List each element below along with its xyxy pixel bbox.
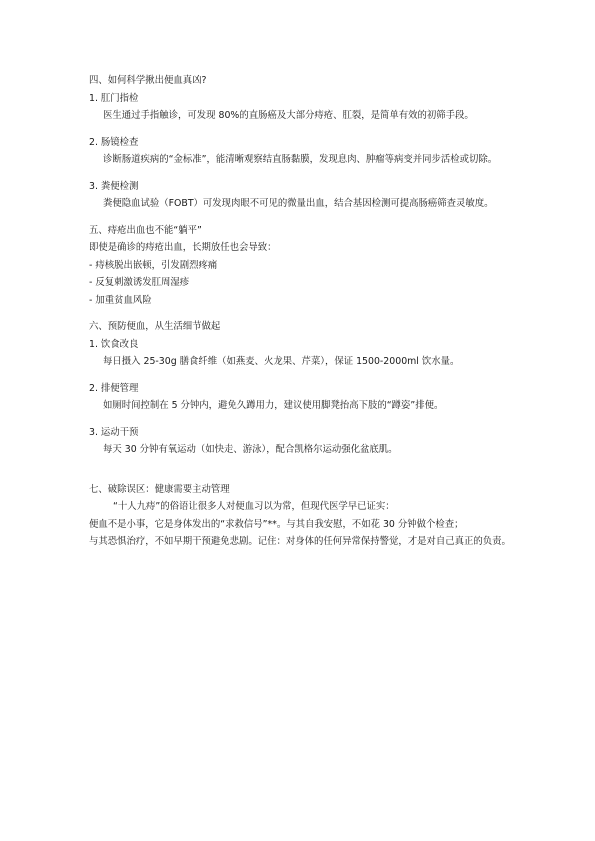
s4-item-3-heading: 3. 粪便检测 — [89, 180, 139, 192]
s4-item-2-body: 诊断肠道疾病的“金标准”，能清晰观察结直肠黏膜，发现息肉、肿瘤等病变并同步活检或切除。 — [103, 154, 498, 165]
s4-item-3-body: 粪便隐血试验（FOBT）可发现肉眼不可见的微量出血，结合基因检测可提高肠癌筛查灵敏度。 — [103, 198, 494, 209]
s7-paragraph-3: 与其恐惧治疗，不如早期干预避免悲剧。记住：对身体的任何异常保持警觉，才是对自己真正的负责。 — [89, 536, 511, 547]
section-4-title: 四、如何科学揪出便血真凶? — [89, 75, 207, 86]
s7-paragraph-1: “十人九痔”的俗语让很多人对便血习以为常，但现代医学早已证实： — [113, 501, 395, 512]
s7-paragraph-2: 便血不是小事，它是身体发出的“求救信号”**。与其自我安慰，不如花 30 分钟做个检查； — [89, 518, 464, 530]
s6-item-1-heading: 1. 饮食改良 — [89, 338, 139, 350]
section-6-title: 六、预防便血，从生活细节做起 — [89, 321, 221, 332]
s6-item-2-heading: 2. 排便管理 — [89, 382, 139, 394]
s4-item-1-heading: 1. 肛门指检 — [89, 92, 139, 104]
s5-bullet-3: - 加重贫血风险 — [89, 294, 152, 306]
section-7-title: 七、破除误区：健康需要主动管理 — [89, 483, 230, 495]
section-5-title: 五、痔疮出血也不能“躺平” — [89, 224, 202, 236]
s4-item-1-body: 医生通过手指触诊，可发现 80%的直肠癌及大部分痔疮、肛裂，是简单有效的初筛手段。 — [103, 110, 474, 121]
s6-item-1-body: 每日摄入 25-30g 膳食纤维（如燕麦、火龙果、芹菜），保证 1500-2000ml 饮水量。 — [103, 356, 460, 367]
s6-item-3-body: 每天 30 分钟有氧运动（如快走、游泳），配合凯格尔运动强化盆底肌。 — [103, 444, 398, 455]
s5-bullet-1: - 痔核脱出嵌顿，引发剧烈疼痛 — [89, 259, 218, 271]
s6-item-2-body: 如厕时间控制在 5 分钟内，避免久蹲用力，建议使用脚凳抬高下肢的“蹲姿”排便。 — [103, 400, 444, 411]
s5-bullet-2: - 反复刺激诱发肛周湿疹 — [89, 277, 190, 288]
s6-item-3-heading: 3. 运动干预 — [89, 426, 139, 438]
s4-item-2-heading: 2. 肠镜检查 — [89, 136, 139, 148]
s5-intro: 即使是确诊的痔疮出血，长期放任也会导致： — [89, 242, 277, 253]
